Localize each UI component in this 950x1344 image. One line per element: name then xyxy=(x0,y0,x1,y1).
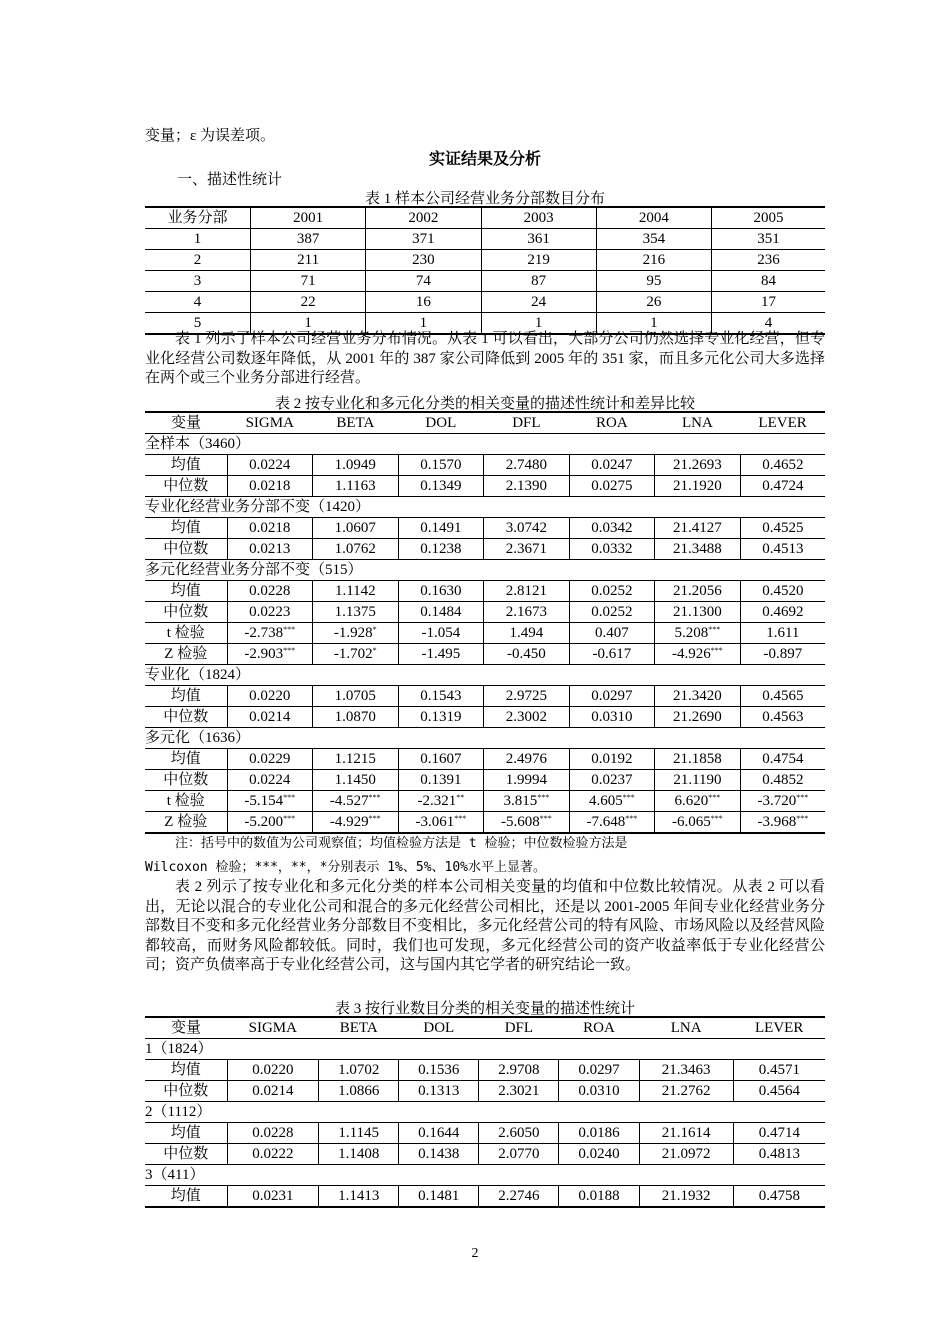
table2-cell: -1.928* xyxy=(313,623,399,644)
table1-cell: 387 xyxy=(251,229,366,250)
paragraph-2: 表 2 列示了按专业化和多元化分类的样本公司相关变量的均值和中位数比较情况。从表 2 可以看出，无论以混合的专业化公司和混合的多元化经营公司相比，还是以 2001-2005 年间专业化经营业务分部数目不变和多元化经营业务分部数目不变相比，多元化经营公司的特有风险、市场风险以及经营风险都较高，而财务风险都较低。同时，我们也可发现，多元化经营公司的资产收益率低于专业化经营公司；资产负债率高于专业化经营公司，这与国内其它学者的研究结论一致。 xyxy=(145,879,825,973)
table2-cell: 21.2056 xyxy=(655,581,741,602)
table2-group-label: 专业化（1824） xyxy=(145,665,825,686)
table2-row xyxy=(145,749,825,770)
table2-cell: 21.1190 xyxy=(655,770,741,791)
table2-cell: 2.8121 xyxy=(484,581,570,602)
table2-cell: 0.1391 xyxy=(398,770,484,791)
table1-cell: 216 xyxy=(596,250,711,271)
table3-cell: 0.1644 xyxy=(399,1123,479,1144)
table3-cell: 0.1536 xyxy=(399,1060,479,1081)
table2-cell: -1.054 xyxy=(398,623,484,644)
table2-cell: -5.154*** xyxy=(227,791,313,812)
table2-cell: 均值 xyxy=(145,581,227,602)
table2-cell: -5.608*** xyxy=(484,812,570,834)
table2-cell: 1.1215 xyxy=(313,749,399,770)
table2-cell: 0.0218 xyxy=(227,476,313,497)
table3-cell: 1.1413 xyxy=(319,1186,399,1208)
table2-cell: 1.0762 xyxy=(313,539,399,560)
table2-row xyxy=(145,707,825,728)
table3-header-cell: DOL xyxy=(399,1017,479,1039)
intro-line: 变量；ε 为误差项。 xyxy=(145,128,276,144)
table1-header-cell: 业务分部 xyxy=(145,207,251,229)
table2-cell: 21.1920 xyxy=(655,476,741,497)
table2-cell: 均值 xyxy=(145,686,227,707)
table2-cell: 0.1349 xyxy=(398,476,484,497)
table3-header-cell: ROA xyxy=(559,1017,639,1039)
table2-cell: 0.0224 xyxy=(227,455,313,476)
table2-cell: 2.1673 xyxy=(484,602,570,623)
table1-cell: 87 xyxy=(481,271,596,292)
table2-cell: 0.4565 xyxy=(740,686,825,707)
table3-cell: 0.0228 xyxy=(227,1123,319,1144)
table1-cell: 4 xyxy=(145,292,251,313)
table3-header-cell: LNA xyxy=(639,1017,733,1039)
table2-cell: 0.407 xyxy=(569,623,655,644)
table1-header-cell: 2004 xyxy=(596,207,711,229)
table1-cell: 1 xyxy=(366,313,481,335)
table1-cell: 1 xyxy=(193,231,202,247)
table2-cell: -4.926*** xyxy=(655,644,741,665)
table1-cell: 371 xyxy=(366,229,481,250)
table2-cell: 0.1238 xyxy=(398,539,484,560)
table2-cell: 0.4525 xyxy=(740,518,825,539)
table2-cell: 0.0310 xyxy=(569,707,655,728)
table3-cell: 1.1145 xyxy=(319,1123,399,1144)
table2-cell: -2.321** xyxy=(398,791,484,812)
table2-header-cell: LNA xyxy=(655,412,741,434)
table2-cell: 0.4754 xyxy=(740,749,825,770)
table2-cell: -5.200*** xyxy=(227,812,313,834)
table2-cell: 21.4127 xyxy=(655,518,741,539)
table3-cell: 1.1408 xyxy=(319,1144,399,1165)
table2-cell: -2.903*** xyxy=(227,644,313,665)
table2-cell: 0.0229 xyxy=(227,749,313,770)
table2-cell: 0.0218 xyxy=(227,518,313,539)
table2-cell: 0.1630 xyxy=(398,581,484,602)
table3-cell: 0.1438 xyxy=(399,1144,479,1165)
table2-cell: -4.527*** xyxy=(313,791,399,812)
table3-cell: 0.4813 xyxy=(733,1144,825,1165)
subsection-title: 一、描述性统计 xyxy=(177,172,283,188)
table2-cell: 0.4852 xyxy=(740,770,825,791)
table1-header-cell: 2001 xyxy=(251,207,366,229)
table2-row xyxy=(145,770,825,791)
table2-group-label: 全样本（3460） xyxy=(145,434,825,455)
table3-cell: 21.3463 xyxy=(639,1060,733,1081)
table2-cell: 均值 xyxy=(145,749,227,770)
table2-row xyxy=(145,791,825,812)
table3-cell: 0.1313 xyxy=(399,1081,479,1102)
table1-cell: 95 xyxy=(596,271,711,292)
table1-cell: 236 xyxy=(712,250,825,271)
table2-cell: -4.929*** xyxy=(313,812,399,834)
table3-cell: 0.0240 xyxy=(559,1144,639,1165)
table3-cell: 0.0220 xyxy=(227,1060,319,1081)
table2-cell: 3.0742 xyxy=(484,518,570,539)
table3-cell: 2.2746 xyxy=(479,1186,559,1208)
table2-cell: Z 检验 xyxy=(145,812,227,834)
table2-cell: 0.1570 xyxy=(398,455,484,476)
table2-cell: 1.0870 xyxy=(313,707,399,728)
paragraph-1: 表 1 列示了样本公司经营业务分布情况。从表 1 可以看出，大部分公司仍然选择专业化经营，但专业化经营公司数逐年降低，从 2001 年的 387 家公司降低到 2005 年的 351 家，而且多元化公司大多选择在两个或三个业务分部进行经营。 xyxy=(145,331,825,386)
table2-cell: 中位数 xyxy=(145,476,227,497)
table2-cell: 2.3671 xyxy=(484,539,570,560)
table1-cell: 71 xyxy=(251,271,366,292)
table3-group-label: 2（1112） xyxy=(145,1102,825,1123)
table2-cell: 0.0252 xyxy=(569,602,655,623)
table2-cell: 1.1450 xyxy=(313,770,399,791)
table2-row xyxy=(145,518,825,539)
table2-cell: 均值 xyxy=(145,455,227,476)
table2-header-cell: 变量 xyxy=(145,412,227,434)
table1-cell: 211 xyxy=(251,250,366,271)
table2-cell: 0.0342 xyxy=(569,518,655,539)
table3-caption: 表 3 按行业数目分类的相关变量的描述性统计 xyxy=(334,1001,635,1017)
table2-group-label: 专业化经营业务分部不变（1420） xyxy=(145,497,825,518)
table2-cell: 中位数 xyxy=(145,707,227,728)
table2-cell: 21.1300 xyxy=(655,602,741,623)
table3-cell: 21.1932 xyxy=(639,1186,733,1208)
table3-cell: 2.0770 xyxy=(479,1144,559,1165)
table3-cell: 0.4564 xyxy=(733,1081,825,1102)
table1-caption: 表 1 样本公司经营业务分部数目分布 xyxy=(364,191,605,207)
table2-cell: 0.4520 xyxy=(740,581,825,602)
section-title: 实证结果及分析 xyxy=(428,151,541,168)
table2-cell: -1.495 xyxy=(398,644,484,665)
table2-cell: 0.4724 xyxy=(740,476,825,497)
table2-cell: 1.9994 xyxy=(484,770,570,791)
table2-cell: 1.1163 xyxy=(313,476,399,497)
table1-cell: 1 xyxy=(596,313,711,335)
table1-row xyxy=(145,250,825,271)
table2-header-cell: LEVER xyxy=(740,412,825,434)
table3-cell: 0.0231 xyxy=(227,1186,319,1208)
table2-cell: 21.2693 xyxy=(655,455,741,476)
table2-header-cell: DFL xyxy=(484,412,570,434)
table3-cell: 0.0188 xyxy=(559,1186,639,1208)
table3-cell: 中位数 xyxy=(145,1081,227,1102)
table2-cell: 3.815*** xyxy=(484,791,570,812)
page-number: 2 xyxy=(471,1246,479,1261)
table2-cell: 21.3488 xyxy=(655,539,741,560)
table2-header-row xyxy=(145,412,825,434)
table3-header-cell: 变量 xyxy=(145,1017,227,1039)
table1-cell: 5 xyxy=(145,313,251,335)
table2-cell: 0.0192 xyxy=(569,749,655,770)
table3-cell: 0.0297 xyxy=(559,1060,639,1081)
table2-cell: 0.0223 xyxy=(227,602,313,623)
table2-group-row xyxy=(145,497,825,518)
table2-cell: 0.1319 xyxy=(398,707,484,728)
table1-header-cell: 2002 xyxy=(366,207,481,229)
table2-cell: -7.648*** xyxy=(569,812,655,834)
table2-header-cell: DOL xyxy=(398,412,484,434)
table1-cell: 354 xyxy=(596,229,711,250)
table1-cell: 26 xyxy=(596,292,711,313)
table3-cell: 21.2762 xyxy=(639,1081,733,1102)
table2-cell: 0.4563 xyxy=(740,707,825,728)
table2-cell: 中位数 xyxy=(145,539,227,560)
table2-cell: -0.450 xyxy=(484,644,570,665)
table1-cell: 230 xyxy=(366,250,481,271)
table2-cell: 0.0237 xyxy=(569,770,655,791)
table2-cell: 5.208*** xyxy=(655,623,741,644)
table2-cell: 中位数 xyxy=(145,770,227,791)
table2-cell: 2.3002 xyxy=(484,707,570,728)
table2-header-cell: SIGMA xyxy=(227,412,313,434)
table2 xyxy=(145,411,825,834)
table2-cell: 2.1390 xyxy=(484,476,570,497)
table2-row xyxy=(145,812,825,834)
table1-cell: 17 xyxy=(712,292,825,313)
table3-row xyxy=(145,1144,825,1165)
table2-header-cell: ROA xyxy=(569,412,655,434)
table3-cell: 21.1614 xyxy=(639,1123,733,1144)
table1-cell: 74 xyxy=(366,271,481,292)
table3-cell: 均值 xyxy=(145,1123,227,1144)
table2-group-label: 多元化经营业务分部不变（515） xyxy=(145,560,825,581)
table2-cell: -3.720*** xyxy=(740,791,825,812)
table1-row xyxy=(145,229,825,250)
table3-cell: 均值 xyxy=(145,1186,227,1208)
table1-cell: 16 xyxy=(366,292,481,313)
table3-cell: 0.1481 xyxy=(399,1186,479,1208)
table2-cell: 2.4976 xyxy=(484,749,570,770)
table1-cell: 351 xyxy=(712,229,825,250)
table2-group-row xyxy=(145,665,825,686)
table2-cell: Z 检验 xyxy=(145,644,227,665)
table2-note-line1: 注：括号中的数值为公司观察值；均值检验方法是 t 检验；中位数检验方法是 xyxy=(175,836,628,851)
table2-cell: 1.611 xyxy=(740,623,825,644)
table1-cell: 84 xyxy=(712,271,825,292)
table3-group-label: 1（1824） xyxy=(145,1039,825,1060)
table2-cell: 1.494 xyxy=(484,623,570,644)
table2-header-cell: BETA xyxy=(313,412,399,434)
table2-cell: 0.0214 xyxy=(227,707,313,728)
table2-group-label: 多元化（1636） xyxy=(145,728,825,749)
table3-group-row xyxy=(145,1102,825,1123)
table1-cell: 24 xyxy=(481,292,596,313)
table1-cell: 2 xyxy=(145,250,251,271)
table2-group-row xyxy=(145,434,825,455)
table2-cell: 2.9725 xyxy=(484,686,570,707)
table2-cell: 0.0228 xyxy=(227,581,313,602)
table1-cell: 1 xyxy=(251,313,366,335)
table3-header-cell: DFL xyxy=(479,1017,559,1039)
table2-cell: 中位数 xyxy=(145,602,227,623)
table3-cell: 0.0214 xyxy=(227,1081,319,1102)
table3-cell: 0.4571 xyxy=(733,1060,825,1081)
table2-row xyxy=(145,539,825,560)
table1-row xyxy=(145,271,825,292)
table3-cell: 2.9708 xyxy=(479,1060,559,1081)
table2-cell: 2.7480 xyxy=(484,455,570,476)
table3-header-cell: BETA xyxy=(319,1017,399,1039)
table2-group-row xyxy=(145,728,825,749)
table3-header-cell: LEVER xyxy=(733,1017,825,1039)
table2-cell: 21.3420 xyxy=(655,686,741,707)
table1-cell: 361 xyxy=(481,229,596,250)
table2-caption: 表 2 按专业化和多元化分类的相关变量的描述性统计和差异比较 xyxy=(274,396,695,412)
table3-cell: 中位数 xyxy=(145,1144,227,1165)
table2-cell: 0.4692 xyxy=(740,602,825,623)
table2-cell: -2.738*** xyxy=(227,623,313,644)
table3-cell: 0.0310 xyxy=(559,1081,639,1102)
table2-cell: -3.968*** xyxy=(740,812,825,834)
table2-row xyxy=(145,455,825,476)
table2-cell: 0.0252 xyxy=(569,581,655,602)
table3-cell: 0.4758 xyxy=(733,1186,825,1208)
table2-cell: -1.702* xyxy=(313,644,399,665)
table2-group-row xyxy=(145,560,825,581)
table2-cell: 0.1607 xyxy=(398,749,484,770)
table2-cell: 0.0213 xyxy=(227,539,313,560)
table2-cell: 0.1543 xyxy=(398,686,484,707)
table1-cell: 22 xyxy=(251,292,366,313)
table2-cell: 0.0275 xyxy=(569,476,655,497)
table2-cell: -0.617 xyxy=(569,644,655,665)
table3-cell: 0.4714 xyxy=(733,1123,825,1144)
table2-cell: 4.605*** xyxy=(569,791,655,812)
table1-cell: 219 xyxy=(481,250,596,271)
table2-cell: 1.0949 xyxy=(313,455,399,476)
table3-row xyxy=(145,1081,825,1102)
table3-cell: 1.0866 xyxy=(319,1081,399,1102)
table2-cell: t 检验 xyxy=(145,791,227,812)
table2-cell: 均值 xyxy=(145,518,227,539)
table2-cell: t 检验 xyxy=(145,623,227,644)
table2-cell: -6.065*** xyxy=(655,812,741,834)
table2-cell: 0.0297 xyxy=(569,686,655,707)
table1-cell: 3 xyxy=(145,271,251,292)
table3 xyxy=(145,1016,825,1208)
table1-header-cell: 2003 xyxy=(481,207,596,229)
table2-cell: 1.0705 xyxy=(313,686,399,707)
table2-cell: 0.1484 xyxy=(398,602,484,623)
table3-row xyxy=(145,1060,825,1081)
table2-cell: 0.0247 xyxy=(569,455,655,476)
table2-cell: 1.0607 xyxy=(313,518,399,539)
table3-cell: 1.0702 xyxy=(319,1060,399,1081)
table3-header-row xyxy=(145,1017,825,1039)
table2-cell: 21.2690 xyxy=(655,707,741,728)
table2-cell: -3.061*** xyxy=(398,812,484,834)
table2-row xyxy=(145,644,825,665)
table2-cell: -0.897 xyxy=(740,644,825,665)
table3-header-cell: SIGMA xyxy=(227,1017,319,1039)
table1 xyxy=(145,206,825,335)
table2-cell: 1.1142 xyxy=(313,581,399,602)
table2-row xyxy=(145,476,825,497)
table1-cell: 4 xyxy=(712,313,825,335)
table3-cell: 2.6050 xyxy=(479,1123,559,1144)
table1-cell: 1 xyxy=(481,313,596,335)
table2-cell: 21.1858 xyxy=(655,749,741,770)
table3-cell: 2.3021 xyxy=(479,1081,559,1102)
table2-cell: 0.4652 xyxy=(740,455,825,476)
table3-cell: 0.0186 xyxy=(559,1123,639,1144)
table3-cell: 0.0222 xyxy=(227,1144,319,1165)
table2-cell: 0.4513 xyxy=(740,539,825,560)
table2-cell: 6.620*** xyxy=(655,791,741,812)
table3-row xyxy=(145,1186,825,1208)
table1-row xyxy=(145,292,825,313)
table2-row xyxy=(145,623,825,644)
table2-row xyxy=(145,602,825,623)
table2-cell: 0.0224 xyxy=(227,770,313,791)
table3-group-row xyxy=(145,1039,825,1060)
table2-cell: 0.0220 xyxy=(227,686,313,707)
table2-note-line2: Wilcoxon 检验；***，**，*分别表示 1%、5%、10%水平上显著。 xyxy=(145,860,547,875)
table2-row xyxy=(145,581,825,602)
table2-cell: 1.1375 xyxy=(313,602,399,623)
table3-group-row xyxy=(145,1165,825,1186)
table2-row xyxy=(145,686,825,707)
table3-row xyxy=(145,1123,825,1144)
table2-cell: 0.0332 xyxy=(569,539,655,560)
table2-cell: 0.1491 xyxy=(398,518,484,539)
table3-group-label: 3（411） xyxy=(145,1165,825,1186)
table3-cell: 均值 xyxy=(145,1060,227,1081)
table3-cell: 21.0972 xyxy=(639,1144,733,1165)
table1-header-cell: 2005 xyxy=(712,207,825,229)
